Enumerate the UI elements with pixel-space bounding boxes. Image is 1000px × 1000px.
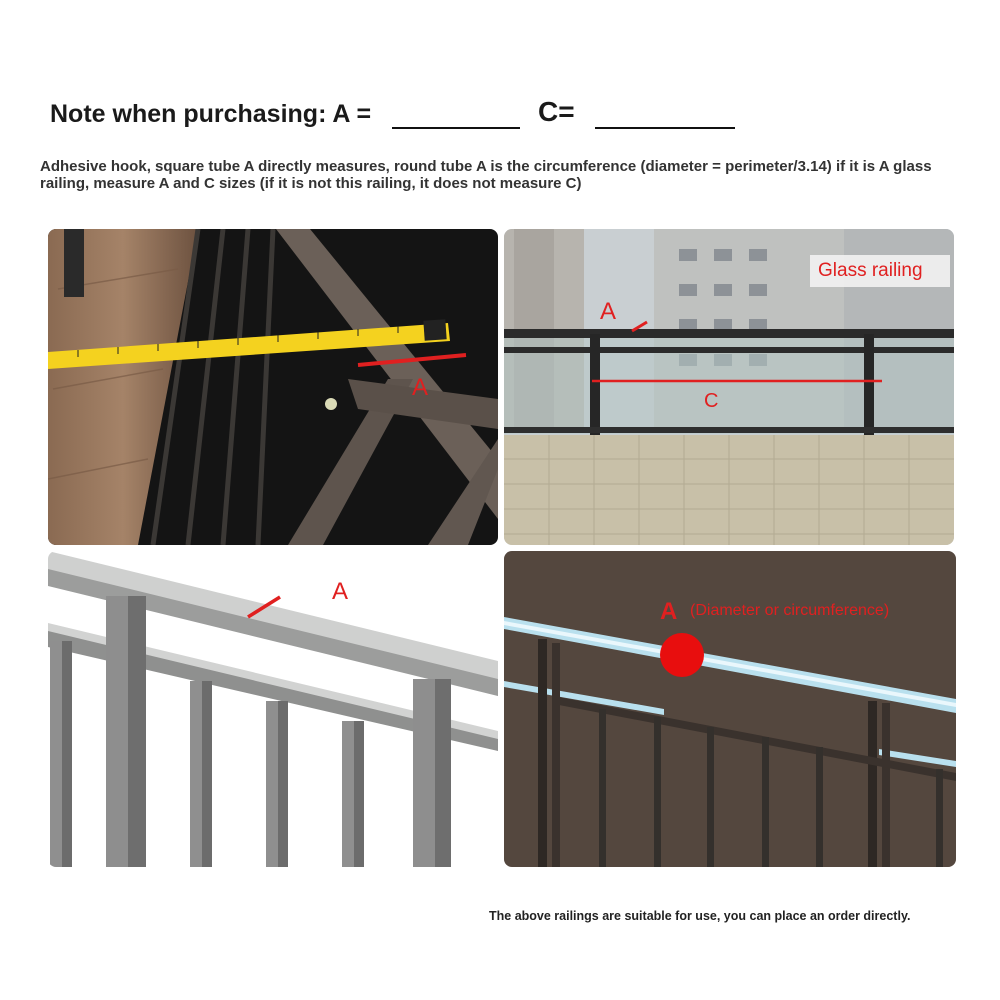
round-railing-photo [504,551,956,867]
round-label-a: A [660,598,678,625]
glass-label-a: A [600,298,617,325]
glass-label-c: C [704,390,719,412]
square-railing-photo [48,551,498,867]
a-value-blank [392,127,520,129]
tape-label-a: A [412,374,429,401]
square-label-a: A [332,578,349,605]
order-note-footer: The above railings are suitable for use, you can place an order directly. [489,909,911,923]
measurement-instructions: Adhesive hook, square tube A directly measures, round tube A is the circumference (diameter = perimeter/3.14) if it is A glass railing, measure A and C sizes (if it is not this railing, it does not measure C) [40,158,932,192]
c-value-blank [595,127,735,129]
purchase-note-heading: Note when purchasing: A = [50,100,372,128]
c-label: C= [538,96,575,127]
round-label-note: (Diameter or circumference) [690,602,890,619]
tape-measure-photo [48,229,498,545]
glass-railing-caption: Glass railing [818,260,923,281]
glass-railing-photo [504,229,954,545]
